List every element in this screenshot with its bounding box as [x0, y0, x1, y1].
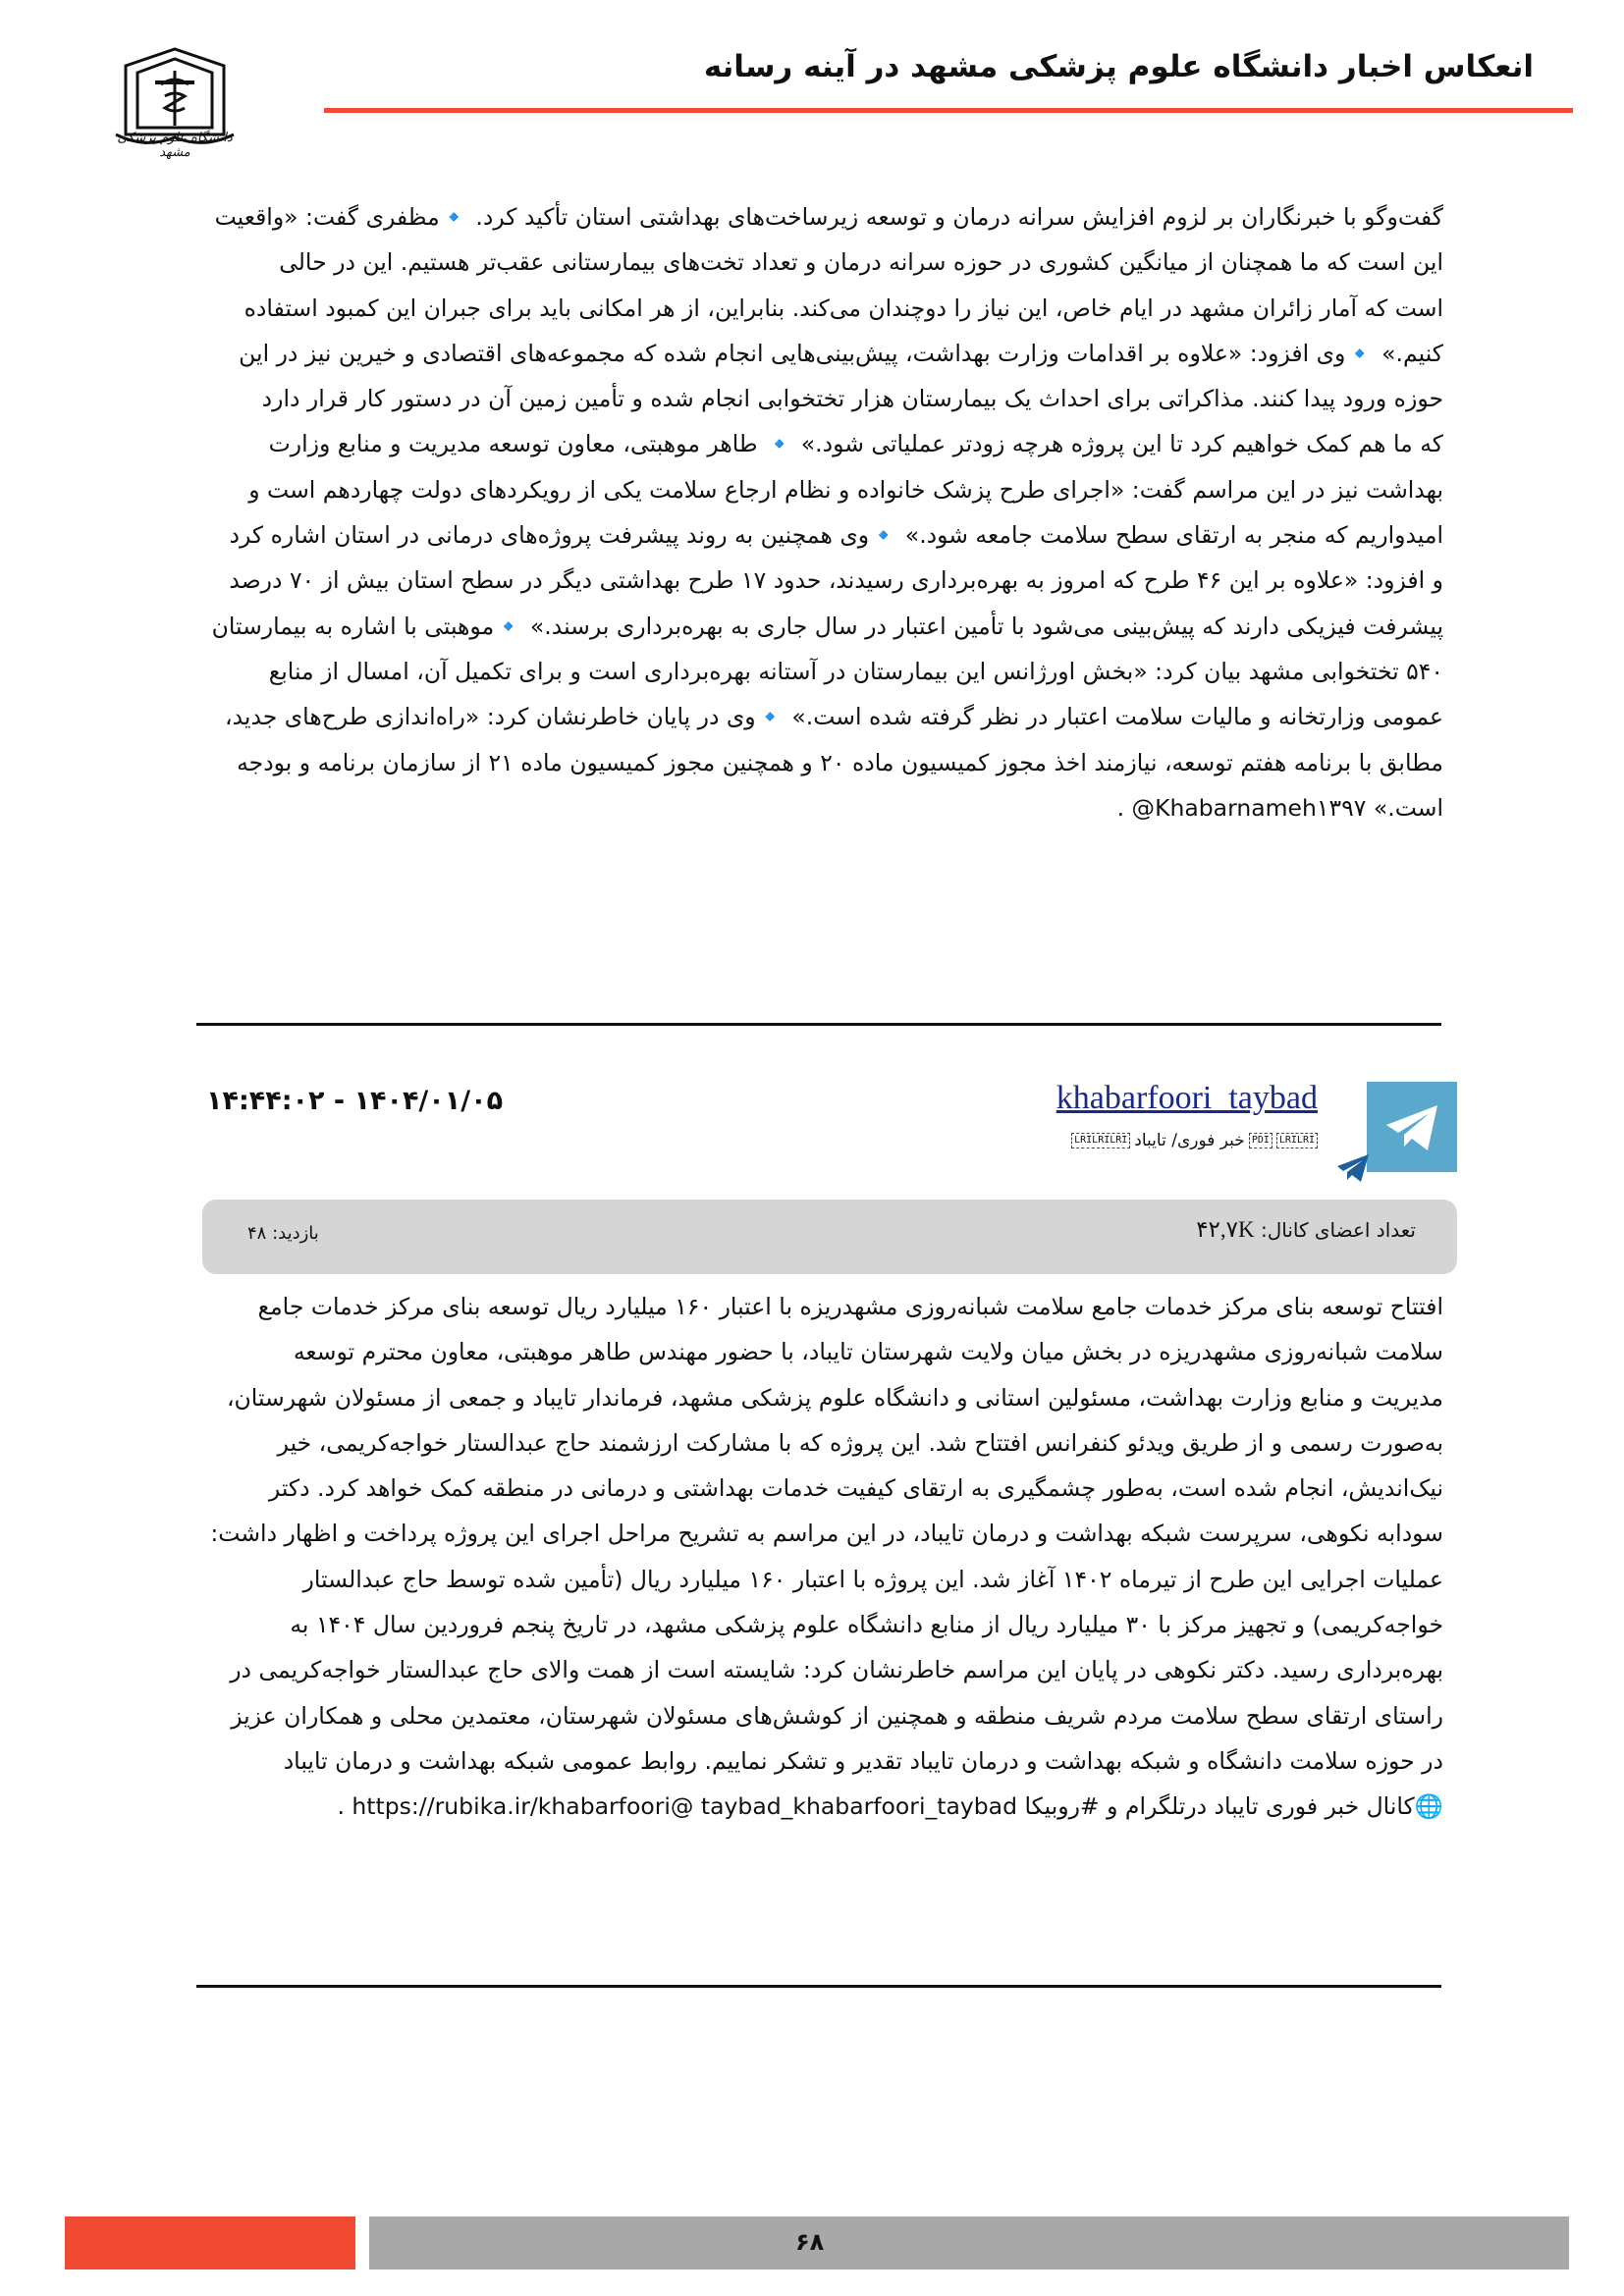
telegram-plane-icon: [1367, 1082, 1457, 1172]
section-divider: [196, 1985, 1441, 1988]
header-accent-line: [324, 108, 1573, 113]
telegram-small-icon: [1333, 1148, 1373, 1188]
article-line: خواجه‌کریمی) و تجهیز مرکز با ۳۰ میلیارد ریال از منابع دانشگاه علوم پزشکی مشهد، در تاریخ پنجم فروردین سال ۱۴۰۴ به: [290, 1611, 1443, 1639]
article-line: حوزه ورود پیدا کنند. مذاکراتی برای احداث یک بیمارستان هزار تختخوابی انجام شده و تأمین زمین آن در دستور کار قرار دارد: [261, 385, 1443, 413]
bidi-mark: LRILRILRI: [1071, 1133, 1130, 1148]
article-line: و افزود: «علاوه بر این ۴۶ طرح که امروز به بهره‌برداری رسیدند، حدود ۱۷ طرح بهداشتی دیگر در سطح استان بیش از ۷۰ درصد: [229, 566, 1443, 595]
article-line: 🌐کانال خبر فوری تایباد درتلگرام و #روبیکا https://rubika.ir/khabarfoori@ taybad_khabarfoori_taybad .: [337, 1792, 1443, 1821]
article-line: عمومی وزارتخانه و مالیات سلامت اعتبار در نظر گرفته شده است.» 🔹وی در پایان خاطرنشان کرد: «راه‌اندازی طرح‌های جدید،: [224, 703, 1443, 731]
article-line: بهداشت نیز در این مراسم گفت: «اجرای طرح پزشک خانواده و نظام ارجاع سلامت یکی از رویکردهای دولت چهاردهم است و: [248, 475, 1443, 504]
views-count: بازدید: ۴۸: [247, 1223, 319, 1244]
footer-bar: [369, 2216, 1569, 2269]
article-line: سودابه نکوهی، سرپرست شبکه بهداشت و درمان تایباد، در این مراسم به تشریح مراحل اجرای این پروژه پرداخت و اظهار داشت:: [210, 1520, 1443, 1548]
article-line: راستای ارتقای سطح سلامت مردم شریف منطقه و همچنین از کوشش‌های مسئولان شهرستان، معتمدین محلی و همکاران عزیز: [231, 1701, 1443, 1730]
article-line: نیک‌اندیش، انجام شده است، به‌طور چشمگیری به ارتقای کیفیت خدمات بهداشتی و درمانی در منطقه کمک خواهد کرد. دکتر: [268, 1474, 1443, 1503]
article-line: مطابق با برنامه هفتم توسعه، نیازمند اخذ مجوز کمیسیون ماده ۲۰ و همچنین مجوز کمیسیون ماده ۲۱ از سازمان برنامه و بودجه: [237, 748, 1443, 776]
article-line: مدیریت و منابع وزارت بهداشت، مسئولین استانی و دانشگاه علوم پزشکی مشهد، فرماندار تایباد و جمعی از مسئولان شهرستان،: [226, 1383, 1443, 1412]
article-line: ۵۴۰ تختخوابی مشهد بیان کرد: «بخش اورژانس این بیمارستان در آستانه بهره‌برداری است و برای تکمیل آن، امسال از منابع: [268, 657, 1443, 685]
members-label: تعداد اعضای کانال:: [1260, 1218, 1416, 1242]
channel-handle-link[interactable]: khabarfoori_taybad: [1056, 1080, 1318, 1116]
telegram-channel-avatar[interactable]: [1367, 1082, 1457, 1172]
post-datetime: ۱۴۰۴/۰۱/۰۵ - ۱۴:۴۴:۰۲: [206, 1086, 504, 1116]
section-divider: [196, 1023, 1441, 1026]
article-line: کنیم.» 🔹وی افزود: «علاوه بر اقدامات وزارت بهداشت، پیش‌بینی‌هایی انجام شده که مجموعه‌های اقتصادی و خیرین نیز در این: [239, 339, 1443, 367]
article-line: سلامت شبانه‌روزی مشهدریزه در بخش میان ولایت شهرستان تایباد، با حضور مهندس طاهر موهبتی، معاون محترم توسعه: [293, 1338, 1443, 1366]
logo-caption: دانشگاه علوم پزشکی مشهد: [117, 131, 233, 160]
article-line: به‌صورت رسمی و از طریق ویدئو کنفرانس افتتاح شد. این پروژه که با مشارکت ارزشمند حاج عبدالستار خواجه‌کریمی، خیر: [277, 1428, 1443, 1457]
article-line: افتتاح توسعه بنای مرکز خدمات جامع سلامت شبانه‌روزی مشهدریزه با اعتبار ۱۶۰ میلیارد ریال توسعه بنای مرکز خدمات جامع: [257, 1293, 1443, 1320]
article-line: در حوزه سلامت دانشگاه و شبکه بهداشت و درمان تایباد تقدیر و تشکر نماییم. روابط عمومی شبکه بهداشت و درمان تایباد: [283, 1746, 1443, 1775]
article-line: پیشرفت فیزیکی دارند که پیش‌بینی می‌شود با تأمین اعتبار در سال جاری به بهره‌برداری برسند.» 🔹موهبتی با اشاره به بیمارستان: [211, 612, 1443, 640]
channel-post-body: [196, 1284, 1443, 1830]
article-continued: [196, 194, 1443, 830]
article-line: است.» Khabarnameh۱۳۹۷@ .: [1116, 793, 1443, 822]
channel-name-text: خبر فوری/ تایباد: [1134, 1131, 1245, 1150]
channel-stats-bar: [202, 1200, 1457, 1274]
article-line: این است که ما همچنان از میانگین کشوری در حوزه سرانه درمان و تعداد تخت‌های بیمارستانی عقب‌تر هستیم. این در حالی: [279, 248, 1443, 277]
members-value: ۴۲,۷K: [1196, 1217, 1255, 1242]
page-number: ۶۸: [795, 2228, 825, 2256]
article-line: امیدواریم که منجر به ارتقای سطح سلامت جامعه شود.» 🔹وی همچنین به روند پیشرفت پروژه‌های درمانی در استان اشاره کرد: [229, 521, 1443, 550]
article-line: است که آمار زائران مشهد در ایام خاص، این نیاز را دوچندان می‌کند. بنابراین، از هر امکانی باید برای جبران این کمبود استفاده: [244, 294, 1443, 322]
article-line: که ما هم کمک خواهیم کرد تا این پروژه هرچه زودتر عملیاتی شود.» 🔹 طاهر موهبتی، معاون توسعه مدیریت و منابع وزارت: [268, 430, 1443, 458]
footer-accent-bar: [65, 2216, 355, 2269]
article-line: بهره‌برداری رسید. دکتر نکوهی در پایان این مراسم خاطرنشان کرد: شایسته است از همت والای حاج عبدالستار خواجه‌کریمی در: [230, 1656, 1443, 1684]
article-line: گفت‌وگو با خبرنگاران بر لزوم افزایش سرانه درمان و توسعه زیرساخت‌های بهداشتی استان تأکید کرد. 🔹مظفری گفت: «واقعیت: [214, 203, 1443, 231]
bidi-mark: PDI: [1249, 1133, 1272, 1148]
article-line: عملیات اجرایی این طرح از تیرماه ۱۴۰۲ آغاز شد. این پروژه با اعتبار ۱۶۰ میلیارد ریال (تأمین شده توسط حاج عبدالستار: [302, 1565, 1443, 1593]
channel-name: [1071, 1131, 1318, 1150]
page-title: انعکاس اخبار دانشگاه علوم پزشکی مشهد در آینه رسانه: [703, 49, 1534, 84]
members-count: [1196, 1217, 1416, 1243]
bidi-mark: LRILRI: [1276, 1133, 1318, 1148]
